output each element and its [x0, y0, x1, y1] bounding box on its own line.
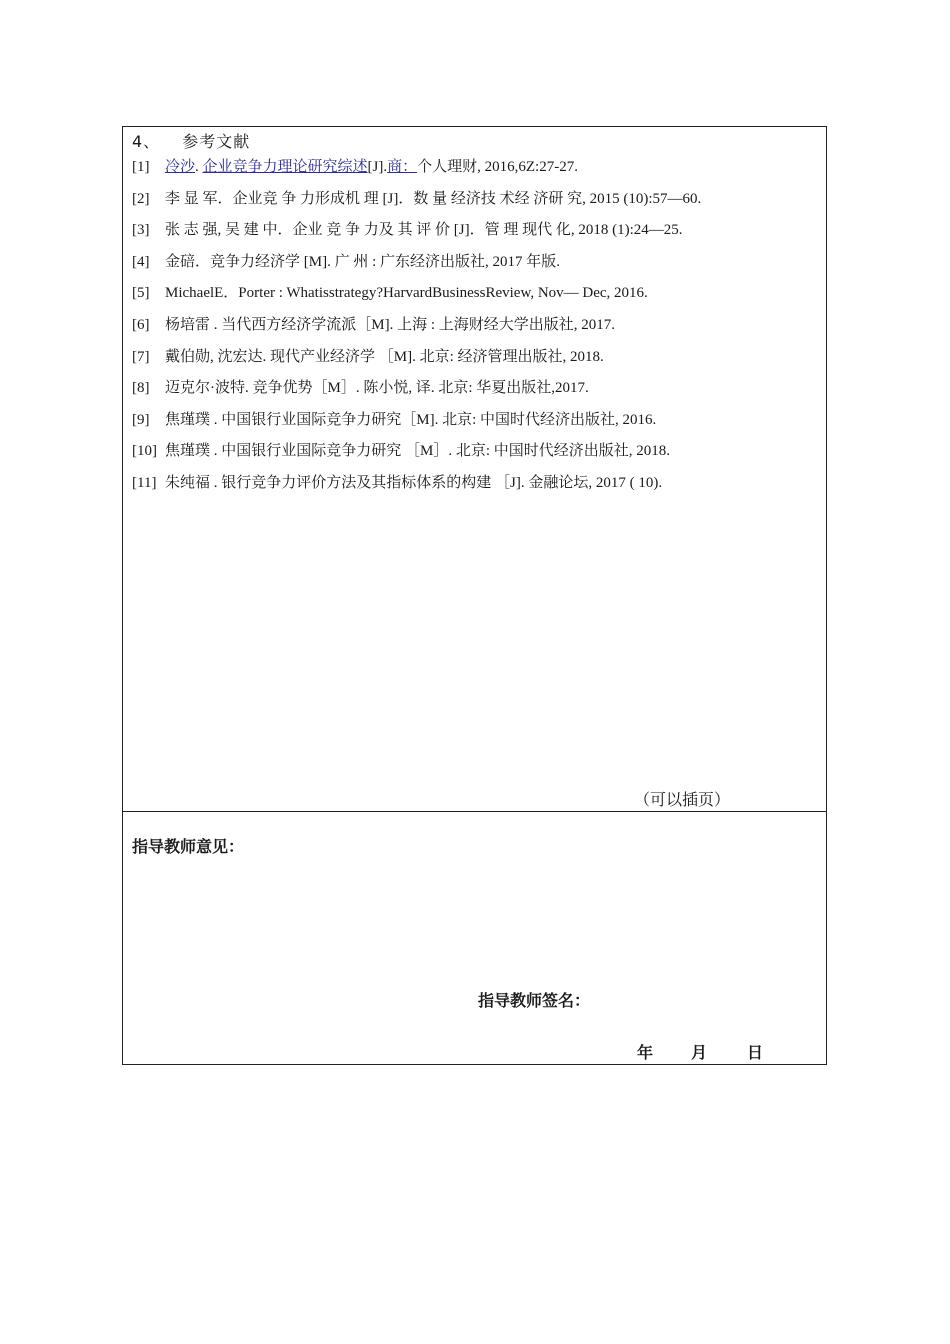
- reference-item: [132, 406, 822, 438]
- reference-number: [5]: [132, 285, 150, 302]
- reference-item: [132, 343, 822, 375]
- reference-text: 焦瑾璞 . 中国银行业国际竞争力研究 ［M］. 北京: 中国时代经济出版社, 2018.: [165, 443, 671, 460]
- section-heading: [132, 129, 250, 152]
- reference-text: 张 志 强, 吴 建 中．企业 竞 争 力及 其 评 价 [J]．管 理 现代 化, 2018 (1):24—25.: [165, 222, 683, 239]
- reference-text: 迈克尔·波特. 竞争优势［M］. 陈小悦, 译. 北京: 华夏出版社,2017.: [165, 380, 589, 397]
- reference-item: [132, 185, 822, 217]
- reference-text: 朱纯福 . 银行竞争力评价方法及其指标体系的构建 ［J]. 金融论坛, 2017 ( 10).: [165, 474, 663, 491]
- reference-text: [J].: [367, 159, 388, 175]
- reference-item: [132, 216, 822, 248]
- reference-text: 焦瑾璞 . 中国银行业国际竞争力研究［M]. 北京: 中国时代经济出版社, 2016.: [165, 411, 657, 428]
- reference-item: [132, 248, 822, 280]
- advisor-signature-label: 指导教师签名：: [478, 991, 591, 1010]
- reference-item: [132, 469, 822, 501]
- references-cell: [123, 127, 826, 812]
- reference-link[interactable]: 企业竞争力理论研究综述: [202, 159, 368, 175]
- reference-number: [11]: [132, 474, 157, 491]
- reference-text: .: [195, 159, 203, 175]
- reference-number: [7]: [132, 348, 150, 365]
- reference-item: [132, 279, 822, 311]
- reference-number: [6]: [132, 316, 150, 333]
- reference-text: 杨培雷 . 当代西方经济学流派［M]. 上海 : 上海财经大学出版社, 2017.: [165, 316, 616, 333]
- reference-number: [2]: [132, 190, 150, 207]
- date-row: [637, 1040, 763, 1063]
- reference-number: [8]: [132, 380, 150, 397]
- section-title: 参考文献: [182, 132, 251, 151]
- section-number: 4、: [132, 132, 161, 151]
- reference-text: 李 显 军．企业竞 争 力形成机 理 [J]．数 量 经济技 术经 济研 究, 2015 (10):57—60.: [165, 190, 702, 207]
- reference-item: [132, 437, 822, 469]
- date-month-label: 月: [691, 1043, 708, 1062]
- reference-item: [132, 374, 822, 406]
- reference-text: MichaelE．Porter : Whatisstrategy?HarvardBusinessReview, Nov— Dec, 2016.: [165, 285, 648, 302]
- form-table: [122, 126, 827, 1065]
- reference-list: [132, 153, 822, 501]
- reference-item: [132, 153, 822, 185]
- date-day-label: 日: [747, 1043, 764, 1062]
- reference-number: [10]: [132, 443, 157, 460]
- reference-number: [3]: [132, 222, 150, 239]
- reference-number: [4]: [132, 253, 150, 270]
- reference-number: [1]: [132, 159, 150, 175]
- reference-number: [9]: [132, 411, 150, 428]
- advisor-opinion-cell: [123, 812, 826, 1064]
- reference-text: 戴伯勋, 沈宏达. 现代产业经济学 ［M]. 北京: 经济管理出版社, 2018.: [165, 348, 604, 365]
- reference-item: [132, 311, 822, 343]
- reference-link[interactable]: 冷沙: [165, 159, 196, 175]
- reference-text: 个人理财, 2016,6Z:27-27.: [417, 159, 578, 175]
- reference-text: 金碚．竞争力经济学 [M]. 广 州 : 广东经济出版社, 2017 年版.: [165, 253, 560, 270]
- reference-link[interactable]: 商：: [387, 159, 418, 175]
- date-year-label: 年: [637, 1043, 654, 1062]
- advisor-opinion-label: 指导教师意见：: [132, 837, 245, 856]
- insert-note: （可以插页）: [633, 790, 730, 809]
